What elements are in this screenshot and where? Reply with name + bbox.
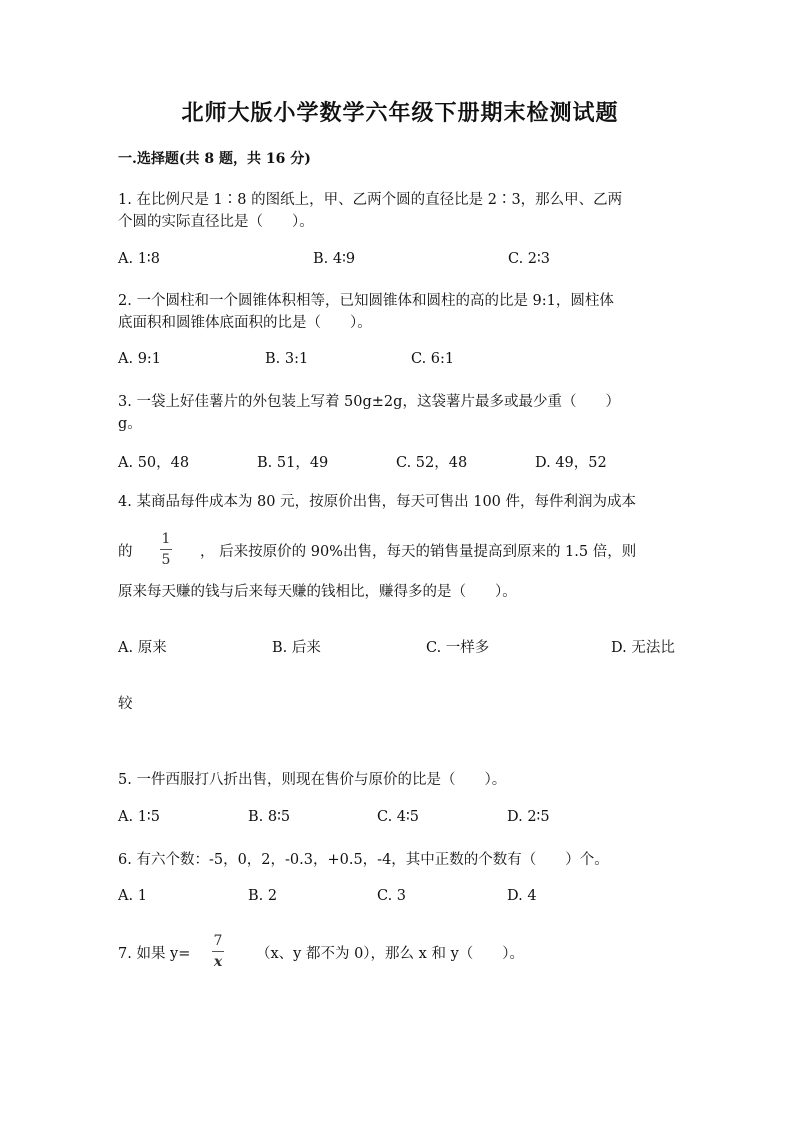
q1-text-line1: 1. 在比例尺是 1∶8 的图纸上，甲、乙两个圆的直径比是 2∶3，那么甲、乙两 bbox=[118, 192, 623, 208]
q4-text-line3: 原来每天赚的钱与后来每天赚的钱相比，赚得多的是（ ）。 bbox=[118, 584, 517, 600]
q7-fraction-denominator: x bbox=[213, 954, 223, 970]
q4-fraction-numerator: 1 bbox=[161, 531, 171, 547]
q3-option-c[interactable]: C. 52，48 bbox=[396, 455, 468, 471]
page-title: 北师大版小学数学六年级下册期末检测试题 bbox=[181, 100, 619, 126]
q3-text-line2: g。 bbox=[118, 416, 142, 432]
q4-text-line1: 4. 某商品每件成本为 80 元，按原价出售，每天可售出 100 件，每件利润为成本 bbox=[118, 494, 637, 510]
q2-option-b[interactable]: B. 3:1 bbox=[265, 351, 309, 367]
q2-text-line2: 底面积和圆锥体底面积的比是（ ）。 bbox=[118, 315, 372, 331]
q7-text-end: （x、y 都不为 0），那么 x 和 y（ ）。 bbox=[256, 946, 525, 962]
q5-option-c[interactable]: C. 4∶5 bbox=[377, 809, 420, 825]
q7-text-start: 7. 如果 y= bbox=[118, 946, 191, 962]
q4-option-d[interactable]: D. 无法比 bbox=[611, 640, 675, 656]
q4-text-line2-start: 的 bbox=[118, 544, 133, 560]
q4-option-d-wrap: 较 bbox=[118, 696, 133, 712]
q5-option-b[interactable]: B. 8∶5 bbox=[248, 809, 291, 825]
q4-option-c[interactable]: C. 一样多 bbox=[426, 640, 490, 656]
q1-option-a[interactable]: A. 1∶8 bbox=[118, 251, 160, 267]
q4-fraction bbox=[160, 531, 172, 568]
q1-option-b[interactable]: B. 4∶9 bbox=[313, 251, 356, 267]
q6-text-line1: 6. 有六个数：-5，0，2，-0.3，+0.5，-4，其中正数的个数有（ ）个。 bbox=[118, 852, 609, 868]
q3-option-a[interactable]: A. 50，48 bbox=[118, 455, 190, 471]
q5-option-d[interactable]: D. 2∶5 bbox=[507, 809, 550, 825]
q6-option-a[interactable]: A. 1 bbox=[118, 888, 147, 904]
q7-fraction bbox=[212, 933, 224, 970]
q1-option-c[interactable]: C. 2∶3 bbox=[508, 251, 551, 267]
q5-text-line1: 5. 一件西服打八折出售，则现在售价与原价的比是（ ）。 bbox=[118, 772, 507, 788]
q2-option-a[interactable]: A. 9:1 bbox=[118, 351, 162, 367]
fraction-bar bbox=[160, 549, 172, 550]
q4-fraction-denominator: 5 bbox=[161, 552, 171, 568]
fraction-bar bbox=[212, 951, 224, 952]
q3-option-d[interactable]: D. 49，52 bbox=[535, 455, 607, 471]
q6-option-c[interactable]: C. 3 bbox=[377, 888, 407, 904]
q3-option-b[interactable]: B. 51，49 bbox=[257, 455, 329, 471]
section-heading: 一.选择题(共 8 题，共 16 分) bbox=[118, 151, 311, 167]
q5-option-a[interactable]: A. 1∶5 bbox=[118, 809, 160, 825]
q4-option-a[interactable]: A. 原来 bbox=[118, 640, 167, 656]
q3-text-line1: 3. 一袋上好佳薯片的外包装上写着 50g±2g，这袋薯片最多或最少重（ ） bbox=[118, 394, 620, 410]
q2-option-c[interactable]: C. 6:1 bbox=[411, 351, 455, 367]
q1-text-line2: 个圆的实际直径比是（ ）。 bbox=[118, 214, 314, 230]
q4-option-b[interactable]: B. 后来 bbox=[272, 640, 321, 656]
q7-fraction-numerator: 7 bbox=[213, 933, 223, 949]
q4-text-line2-end: ， 后来按原价的 90%出售，每天的销售量提高到原来的 1.5 倍，则 bbox=[200, 544, 637, 560]
q2-text-line1: 2. 一个圆柱和一个圆锥体积相等，已知圆锥体和圆柱的高的比是 9:1，圆柱体 bbox=[118, 293, 614, 309]
q6-option-b[interactable]: B. 2 bbox=[248, 888, 278, 904]
q6-option-d[interactable]: D. 4 bbox=[507, 888, 537, 904]
